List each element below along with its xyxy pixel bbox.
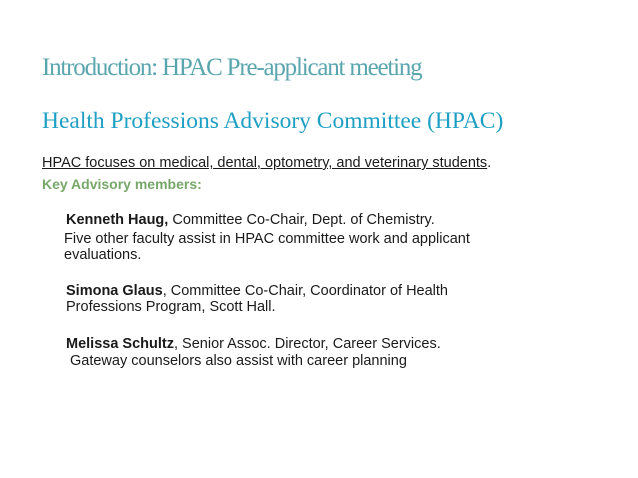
- member-role: Committee Co-Chair, Dept. of Chemistry.: [168, 212, 435, 228]
- member-role: , Committee Co-Chair, Coordinator of Health Professions Program, Scott Hall.: [66, 283, 448, 315]
- focus-statement-period: .: [487, 155, 492, 171]
- focus-statement: [42, 155, 491, 171]
- focus-statement-text: HPAC focuses on medical, dental, optometry, and veterinary students: [42, 155, 488, 171]
- slide-heading: Health Professions Advisory Committee (HPAC): [42, 108, 504, 134]
- member-name: Melissa Schultz: [66, 336, 174, 352]
- member-role: , Senior Assoc. Director, Career Services.: [173, 336, 441, 352]
- member-melissa-schultz: [66, 336, 441, 352]
- key-members-label: Key Advisory members:: [42, 176, 202, 192]
- member-name: Simona Glaus: [66, 283, 163, 299]
- member-kenneth-haug: [66, 212, 435, 228]
- member-note-gateway: Gateway counselors also assist with career planning: [70, 353, 407, 369]
- member-simona-glaus: [66, 283, 516, 315]
- slide-title: Introduction: HPAC Pre-applicant meeting: [42, 54, 422, 81]
- member-name: Kenneth Haug,: [66, 212, 169, 228]
- member-note-faculty: Five other faculty assist in HPAC committee work and applicant evaluations.: [64, 231, 470, 263]
